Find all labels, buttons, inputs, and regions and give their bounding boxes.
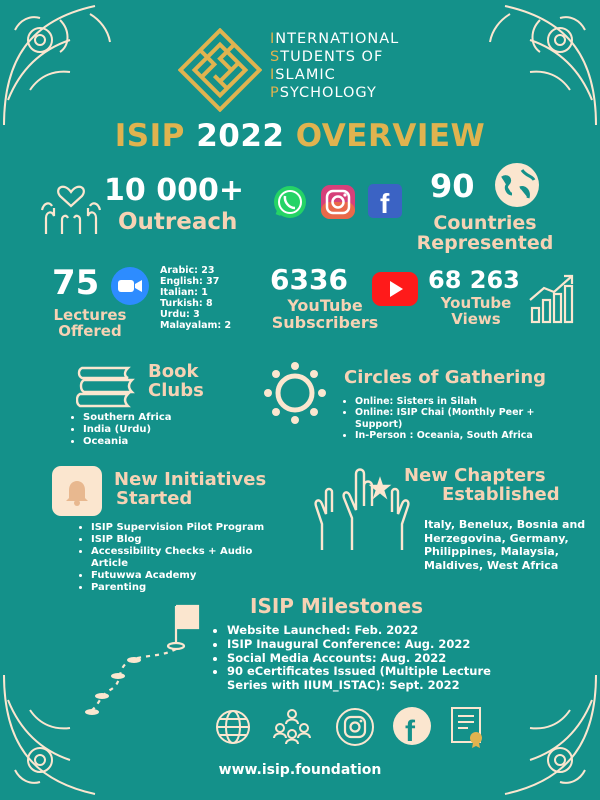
logo-line-4: SYCHOLOGY <box>279 85 377 101</box>
logo-initial-p: P <box>270 85 280 101</box>
title-isip: ISIP <box>114 118 185 154</box>
youtube-views-label-line-1: YouTube <box>440 294 512 312</box>
initiatives-title-line-1: New Initiatives <box>114 469 267 490</box>
zoom-icon[interactable] <box>110 266 150 306</box>
milestones-list <box>216 624 517 693</box>
logo-line-1: NTERNATIONAL <box>275 31 400 47</box>
growth-chart-icon <box>528 272 580 324</box>
countries-value: 90 <box>430 167 475 205</box>
language-urdu: Urdu: 3 <box>160 308 200 320</box>
initiatives-title-line-2: Started <box>116 488 193 510</box>
chapters-title-line-1: New Chapters <box>404 465 546 486</box>
circles-list <box>344 396 565 442</box>
svg-text:f: f <box>380 188 390 218</box>
book-clubs-title-line-2: Clubs <box>148 380 204 402</box>
logo-initial-i: I <box>270 31 276 47</box>
youtube-views-value: 68 263 <box>428 266 520 294</box>
list-item: • Online: ISIP Chai (Monthly Peer + Support) <box>355 407 565 430</box>
initiatives-list <box>80 522 291 594</box>
books-icon <box>76 362 138 408</box>
language-english: English: 37 <box>160 275 220 287</box>
youtube-views-label <box>426 296 526 328</box>
list-item: • Oceania <box>83 436 172 448</box>
youtube-subscribers-label-line-1: YouTube <box>287 296 363 315</box>
list-item: • ISIP Blog <box>91 534 291 546</box>
lectures-label-line-1: Lectures <box>53 306 127 324</box>
globe-www-icon[interactable] <box>214 708 252 746</box>
outreach-hands-heart-icon <box>40 172 102 236</box>
logo-initial-i2: I <box>270 67 276 83</box>
youtube-subscribers-value: 6336 <box>270 263 348 296</box>
language-malayalam: Malayalam: 2 <box>160 319 232 331</box>
list-item: • 90 eCertificates Issued (Multiple Lecture Series with IIUM_ISTAC): Sept. 2022 <box>227 665 517 693</box>
whatsapp-icon[interactable] <box>272 184 308 220</box>
list-item: • ISIP Supervision Pilot Program <box>91 522 291 534</box>
list-item: • Futuwwa Academy <box>91 570 291 582</box>
list-item: • Accessibility Checks + Audio Article <box>91 546 291 570</box>
title-overview: OVERVIEW <box>295 118 486 154</box>
language-turkish: Turkish: 8 <box>160 297 213 309</box>
list-item: • Online: Sisters in Silah <box>355 396 565 407</box>
circles-title: Circles of Gathering <box>344 367 547 388</box>
milestone-path-flag-icon <box>80 602 210 722</box>
countries-label <box>405 214 565 254</box>
website-link[interactable]: www.isip.foundation <box>218 762 382 778</box>
logo-initial-s: S <box>270 49 281 65</box>
lectures-label <box>30 308 150 340</box>
list-item: • India (Urdu) <box>83 424 172 436</box>
page-title <box>0 118 600 154</box>
chapters-list: Italy, Benelux, Bosnia and Herzegovina, Germany, Philippines, Malaysia, Maldives, West Africa <box>424 518 586 572</box>
lectures-label-line-2: Offered <box>58 321 122 340</box>
raised-hands-icon <box>312 462 412 552</box>
initiatives-title <box>114 470 266 509</box>
list-item: • Social Media Accounts: Aug. 2022 <box>227 652 517 666</box>
language-italian: Italian: 1 <box>160 286 208 298</box>
countries-label-line-2: Represented <box>416 231 554 254</box>
facebook-circle-icon[interactable] <box>392 706 432 746</box>
outreach-label: Outreach <box>118 209 238 235</box>
corner-ornament-top-right <box>470 0 600 130</box>
logo-line-3: SLAMIC <box>275 67 336 83</box>
list-item: • In-Person : Oceania, South Africa <box>355 430 565 441</box>
youtube-icon[interactable] <box>372 272 418 306</box>
instagram-icon[interactable] <box>320 184 356 220</box>
isip-logo-mark <box>178 28 262 112</box>
svg-text:f: f <box>405 715 415 746</box>
certificate-icon[interactable] <box>450 706 486 748</box>
language-arabic: Arabic: 23 <box>160 265 215 276</box>
globe-icon <box>492 160 542 210</box>
logo-line-2: TUDENTS OF <box>280 49 384 65</box>
milestones-title: ISIP Milestones <box>250 594 423 618</box>
lecture-languages-list <box>160 266 231 332</box>
chapters-title <box>404 466 560 505</box>
book-clubs-list <box>72 412 172 448</box>
book-clubs-title-line-1: Book <box>148 361 199 382</box>
list-item: • Southern Africa <box>83 412 172 424</box>
countries-label-line-1: Countries <box>433 212 537 234</box>
notification-bell-icon <box>52 466 102 516</box>
list-item: • Website Launched: Feb. 2022 <box>227 624 517 638</box>
circle-of-people-icon <box>262 360 328 426</box>
youtube-views-label-line-2: Views <box>451 309 501 328</box>
instagram-outline-icon[interactable] <box>336 708 374 746</box>
list-item: • ISIP Inaugural Conference: Aug. 2022 <box>227 638 517 652</box>
title-year: 2022 <box>196 118 285 154</box>
youtube-subscribers-label-line-2: Subscribers <box>271 312 379 332</box>
outreach-value: 10 000+ <box>104 173 244 208</box>
facebook-icon[interactable] <box>368 184 402 218</box>
book-clubs-title <box>148 362 204 401</box>
community-icon[interactable] <box>272 708 312 746</box>
corner-ornament-top-left <box>0 0 130 130</box>
chapters-title-line-2: Established <box>442 484 560 506</box>
list-item: • Parenting <box>91 582 291 594</box>
logo-text <box>270 30 399 102</box>
lectures-value: 75 <box>52 263 100 303</box>
